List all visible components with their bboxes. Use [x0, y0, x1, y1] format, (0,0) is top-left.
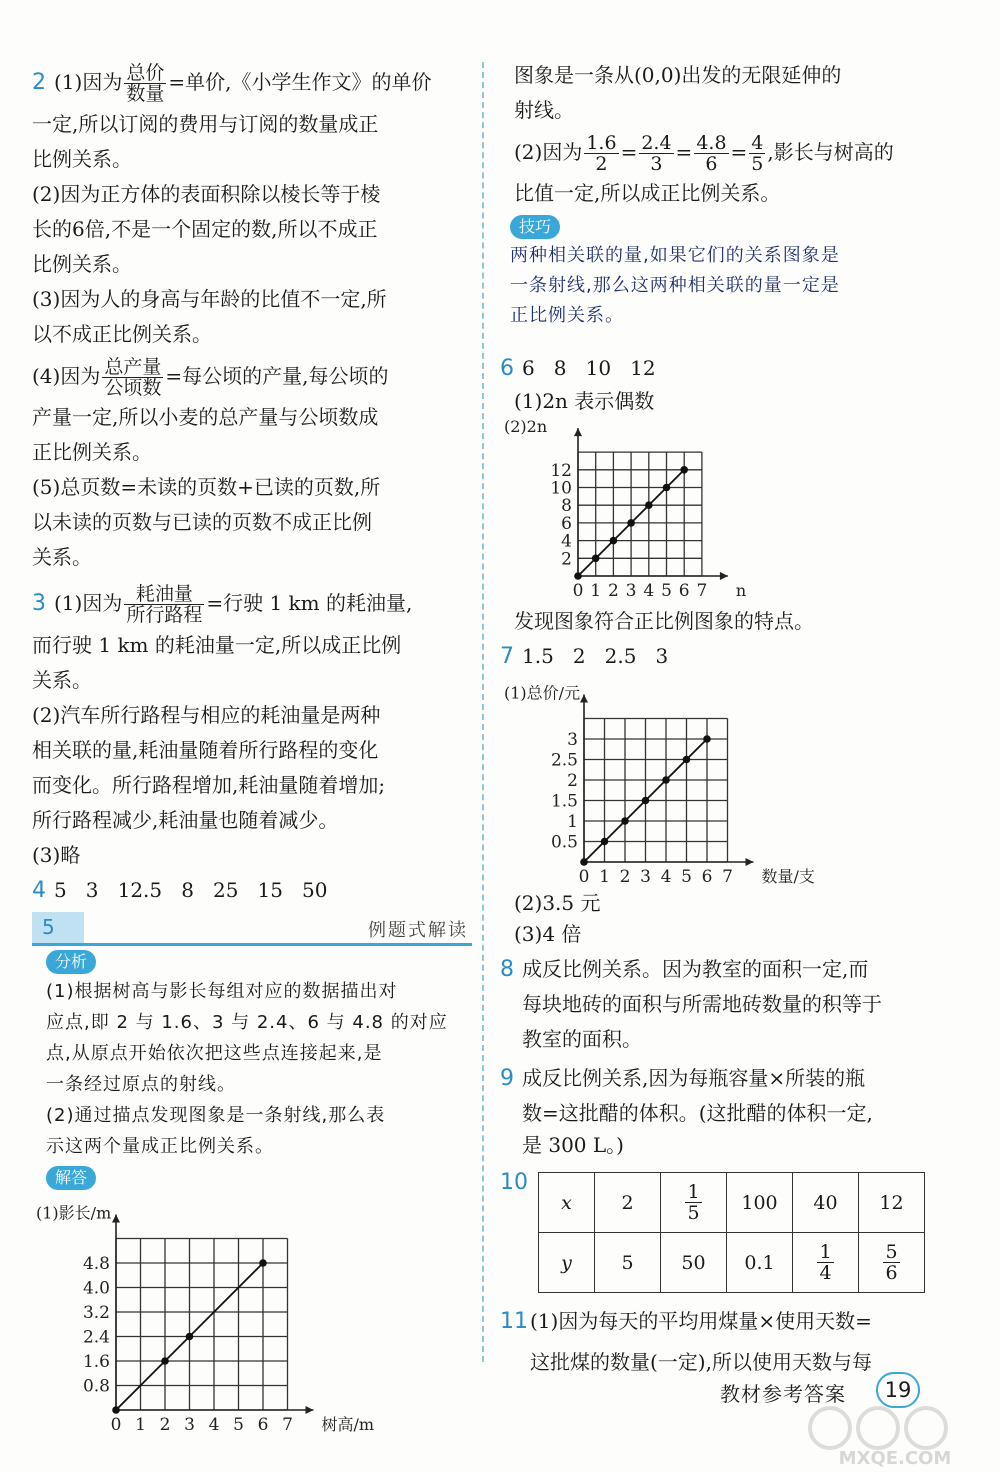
- numerator: 1.6: [586, 132, 617, 154]
- x-axis-label: n: [735, 581, 747, 600]
- data-point: [601, 838, 609, 846]
- y-tick-label: 1: [567, 812, 578, 832]
- q3-line: 所行路程减少,耗油量也随着减少。: [32, 808, 339, 832]
- table-cell: 5: [595, 1233, 661, 1293]
- x-axis-arrow: [746, 858, 754, 866]
- x-tick-label: 6: [701, 867, 713, 887]
- text: 成反比例关系。因为教室的面积一定,而: [522, 957, 869, 981]
- tip-line: 正比例关系。: [510, 305, 624, 326]
- q2-line: 以不成正比例关系。: [32, 322, 212, 346]
- x-tick-label: 7: [282, 1415, 293, 1432]
- question-number: 5: [32, 912, 84, 943]
- analysis-line: 一条经过原点的射线。: [46, 1074, 236, 1095]
- q3-line: 相关联的量,耗油量随着所行路程的变化: [32, 738, 379, 762]
- denominator: 4: [819, 1262, 832, 1284]
- q3-line: (3)略: [32, 843, 81, 867]
- q7-line: [500, 639, 970, 674]
- numerator: 2.4: [641, 132, 672, 154]
- q3-line: (2)汽车所行路程与相应的耗油量是两种: [32, 703, 381, 727]
- analysis-line: 应点,即 2 与 1.6、3 与 2.4、6 与 4.8 的对应: [46, 1012, 448, 1033]
- fraction: [639, 133, 673, 174]
- q11-line: 这批煤的数量(一定),所以使用天数与每: [530, 1350, 872, 1374]
- table-row: [539, 1233, 925, 1293]
- table-cell: 40: [793, 1173, 859, 1233]
- numerator: 5: [885, 1241, 898, 1263]
- x-tick-label: 1: [135, 1415, 146, 1432]
- data-point: [680, 466, 688, 474]
- y-tick-label: 4: [561, 531, 572, 552]
- y-tick-label: 4.0: [82, 1278, 110, 1299]
- data-point: [610, 537, 618, 545]
- data-point: [663, 484, 671, 492]
- q9-line: 数=这批醋的体积。(这批醋的体积一定,: [522, 1101, 873, 1125]
- x-tick-label: 3: [640, 867, 651, 887]
- q3-line-1: [32, 579, 472, 628]
- numerator: 1: [687, 1181, 700, 1203]
- watermark-logo: [800, 1400, 990, 1468]
- x-axis-arrow: [720, 572, 728, 580]
- answer-tag: 解答: [46, 1166, 96, 1190]
- x-tick-label: 4: [208, 1415, 220, 1432]
- watermark-text: MXQE.COM: [838, 1448, 952, 1468]
- text: (1)因为每天的平均用煤量×使用天数=: [530, 1309, 872, 1333]
- text: =每公顷的产量,每公顷的: [165, 364, 389, 388]
- y-tick-label: 0.5: [550, 832, 578, 853]
- question-number: 6: [500, 356, 514, 381]
- q8-line: [500, 952, 970, 987]
- x-tick-label: 5: [233, 1415, 244, 1432]
- q5-line: 图象是一条从(0,0)出发的无限延伸的: [514, 63, 842, 87]
- fraction: [883, 1242, 899, 1283]
- q4-values: 5 3 12.5 8 25 15 50: [54, 878, 328, 902]
- q2-line: (2)因为正方体的表面积除以棱长等于棱: [32, 182, 381, 206]
- table-cell: 2: [595, 1173, 661, 1233]
- analysis-line: 点,从原点开始依次把这些点连接起来,是: [46, 1043, 383, 1064]
- q2-line: (5)总页数=未读的页数+已读的页数,所: [32, 475, 381, 499]
- tip-tag: 技巧: [510, 215, 560, 239]
- y-tick-label: 6: [561, 513, 572, 534]
- q2-line: 一定,所以订阅的费用与订阅的数量成正: [32, 112, 379, 136]
- x-axis-label: 树高/m: [321, 1415, 375, 1432]
- question-number: 8: [500, 957, 514, 982]
- denominator: 2: [595, 153, 608, 175]
- y-axis-label: (2)2n: [504, 417, 548, 437]
- q2-line: 以未读的页数与已读的页数不成正比例: [32, 510, 372, 534]
- table-cell: [859, 1233, 925, 1293]
- numerator: 4.8: [696, 132, 727, 154]
- page-number: 19: [876, 1372, 920, 1408]
- x-tick-label: 2: [159, 1415, 171, 1432]
- data-point: [627, 519, 635, 527]
- q2-line: 产量一定,所以小麦的总产量与公顷数成: [32, 405, 379, 429]
- q2-line: (3)因为人的身高与年龄的比值不一定,所: [32, 287, 387, 311]
- numerator: 总产量: [104, 356, 162, 378]
- q7-values: 1.5 2 2.5 3: [522, 644, 669, 668]
- x-tick-label: 0: [578, 867, 590, 887]
- y-tick-label: 10: [550, 478, 572, 499]
- fraction: [124, 63, 166, 104]
- q6-line: 发现图象符合正比例图象的特点。: [514, 609, 814, 633]
- numerator: 耗油量: [124, 584, 204, 605]
- fraction: [817, 1242, 833, 1283]
- analysis-line: (1)根据树高与影长每组对应的数据描出对: [46, 981, 398, 1002]
- q5-section-band: [32, 912, 472, 946]
- data-point: [259, 1259, 267, 1267]
- q4-line: [32, 873, 472, 908]
- equals: =: [620, 140, 638, 164]
- band-label: 例题式解读: [368, 920, 468, 941]
- x-tick-label: 7: [722, 867, 733, 887]
- q6-line: [500, 351, 970, 386]
- left-column: [32, 58, 472, 1432]
- chart-shadow-vs-height: [32, 1192, 462, 1432]
- text: ,影长与树高的: [767, 140, 894, 164]
- q3-line: 而变化。所行路程增加,耗油量随着增加;: [32, 773, 386, 797]
- q9-line: 是 300 L。): [522, 1133, 624, 1157]
- denominator: 6: [885, 1262, 898, 1284]
- data-point: [621, 817, 629, 825]
- q8-line: 教室的面积。: [522, 1027, 642, 1051]
- text: =行驶 1 km 的耗油量,: [206, 591, 413, 615]
- analysis-tag: 分析: [46, 950, 96, 974]
- q7-line: (2)3.5 元: [514, 891, 601, 915]
- numerator: 1: [819, 1241, 832, 1263]
- y-tick-label: 2: [561, 549, 572, 570]
- question-number: 2: [32, 70, 46, 95]
- data-point: [112, 1406, 120, 1414]
- x-tick-label: 7: [696, 581, 708, 601]
- chart-price-vs-quantity: [500, 674, 830, 888]
- equals: =: [730, 140, 748, 164]
- y-tick-label: 2.5: [550, 750, 578, 771]
- denominator: 5: [751, 153, 764, 175]
- q2-line: 长的6倍,不是一个固定的数,所以不成正: [32, 217, 378, 241]
- x-tick-label: 3: [184, 1415, 195, 1432]
- y-axis-label: (1)影长/m: [36, 1203, 112, 1223]
- table-cell: [661, 1173, 727, 1233]
- numerator: 总价: [126, 62, 165, 84]
- y-axis-arrow: [580, 695, 588, 703]
- x-tick-label: 6: [678, 581, 690, 601]
- denominator: 公顷数: [104, 377, 162, 399]
- data-point: [161, 1357, 169, 1365]
- denominator: 6: [705, 153, 718, 175]
- text: 成反比例关系,因为每瓶容量×所装的瓶: [522, 1066, 866, 1090]
- fraction: [102, 357, 163, 398]
- text: (1)因为: [54, 70, 123, 94]
- x-tick-label: 3: [625, 581, 637, 601]
- q10-table: [538, 1172, 925, 1293]
- text: (4)因为: [32, 364, 101, 388]
- q11-line: [500, 1301, 970, 1342]
- q6-values: 6 8 10 12: [522, 356, 656, 380]
- column-divider: [482, 62, 484, 1362]
- y-tick-label: 1.5: [550, 791, 578, 812]
- q2-line: 比例关系。: [32, 147, 132, 171]
- x-axis-label: 数量/支: [761, 867, 815, 886]
- x-tick-label: 1: [599, 867, 610, 887]
- data-point: [703, 735, 711, 743]
- question-number: 3: [32, 591, 46, 616]
- right-column: [500, 58, 970, 1382]
- q2-line: 关系。: [32, 545, 92, 569]
- q5-line: 射线。: [514, 98, 574, 122]
- q5-line: [500, 128, 970, 176]
- text: (2)因为: [514, 140, 583, 164]
- table-cell: y: [539, 1233, 595, 1293]
- table-cell: x: [539, 1173, 595, 1233]
- denominator: 3: [650, 153, 663, 175]
- q2-line: 比例关系。: [32, 252, 132, 276]
- data-point: [186, 1333, 194, 1341]
- y-tick-label: 12: [550, 460, 572, 481]
- data-point: [645, 501, 653, 509]
- q3-line: 关系。: [32, 668, 92, 692]
- question-number: 11: [500, 1309, 528, 1334]
- denominator: 所行路程: [126, 604, 203, 626]
- y-axis-arrow: [574, 428, 582, 436]
- data-point: [662, 776, 670, 784]
- analysis-line: 示这两个量成正比例关系。: [46, 1136, 274, 1157]
- table-cell: [793, 1233, 859, 1293]
- question-number: 7: [500, 644, 514, 669]
- fraction: [685, 1182, 701, 1223]
- y-axis-label: (1)总价/元: [504, 683, 581, 703]
- table-row: [539, 1173, 925, 1233]
- x-tick-label: 4: [660, 867, 672, 887]
- q9-line: [500, 1061, 970, 1096]
- x-tick-label: 4: [643, 581, 655, 601]
- x-tick-label: 1: [590, 581, 602, 601]
- text: =单价,《小学生作文》的单价: [168, 70, 432, 94]
- x-tick-label: 0: [110, 1415, 122, 1432]
- text: (1)因为: [54, 591, 123, 615]
- footer-label: 教材参考答案: [720, 1382, 846, 1406]
- fraction: [124, 584, 204, 625]
- equals: =: [675, 140, 693, 164]
- x-axis-arrow: [306, 1406, 314, 1414]
- tip-line: 两种相关联的量,如果它们的关系图象是: [510, 245, 840, 266]
- q2-line: 正比例关系。: [32, 440, 152, 464]
- y-tick-label: 4.8: [82, 1254, 110, 1274]
- q2-line: [32, 352, 472, 400]
- y-tick-label: 3.2: [82, 1303, 110, 1323]
- q8-line: 每块地砖的面积与所需地砖数量的积等于: [522, 992, 882, 1016]
- y-tick-label: 3: [567, 730, 578, 750]
- data-point: [580, 858, 588, 866]
- q2-line-1: [32, 58, 472, 107]
- chart-2n-vs-n: [500, 416, 800, 604]
- fraction: [584, 133, 618, 174]
- x-tick-label: 5: [681, 867, 692, 887]
- y-tick-label: 8: [561, 496, 572, 517]
- table-cell: 12: [859, 1173, 925, 1233]
- y-tick-label: 2.4: [82, 1327, 110, 1348]
- data-point: [642, 797, 650, 805]
- fraction: [749, 133, 765, 174]
- q3-line: 而行驶 1 km 的耗油量一定,所以成正比例: [32, 633, 402, 657]
- fraction: [694, 133, 728, 174]
- table-cell: 0.1: [727, 1233, 793, 1293]
- data-point: [574, 572, 582, 580]
- tip-line: 一条射线,那么这两种相关联的量一定是: [510, 275, 840, 296]
- q5-line: 比值一定,所以成正比例关系。: [514, 181, 781, 205]
- question-number: 4: [32, 878, 46, 903]
- x-tick-label: 5: [661, 581, 672, 601]
- data-point: [683, 756, 691, 764]
- question-number: 10: [500, 1170, 528, 1195]
- y-axis-arrow: [112, 1215, 120, 1223]
- analysis-line: (2)通过描点发现图象是一条射线,那么表: [46, 1105, 386, 1126]
- x-tick-label: 2: [607, 581, 619, 601]
- q6-line: (1)2n 表示偶数: [514, 389, 655, 413]
- data-point: [592, 555, 600, 563]
- x-tick-label: 0: [572, 581, 584, 601]
- q7-line: (3)4 倍: [514, 922, 582, 946]
- y-tick-label: 2: [567, 771, 578, 791]
- y-tick-label: 0.8: [82, 1376, 110, 1397]
- denominator: 5: [687, 1202, 700, 1224]
- table-cell: 50: [661, 1233, 727, 1293]
- question-number: 9: [500, 1066, 514, 1091]
- numerator: 4: [751, 132, 764, 154]
- y-tick-label: 1.6: [82, 1352, 110, 1372]
- x-tick-label: 6: [257, 1415, 269, 1432]
- table-cell: 100: [727, 1173, 793, 1233]
- denominator: 数量: [126, 83, 165, 105]
- x-tick-label: 2: [619, 867, 631, 887]
